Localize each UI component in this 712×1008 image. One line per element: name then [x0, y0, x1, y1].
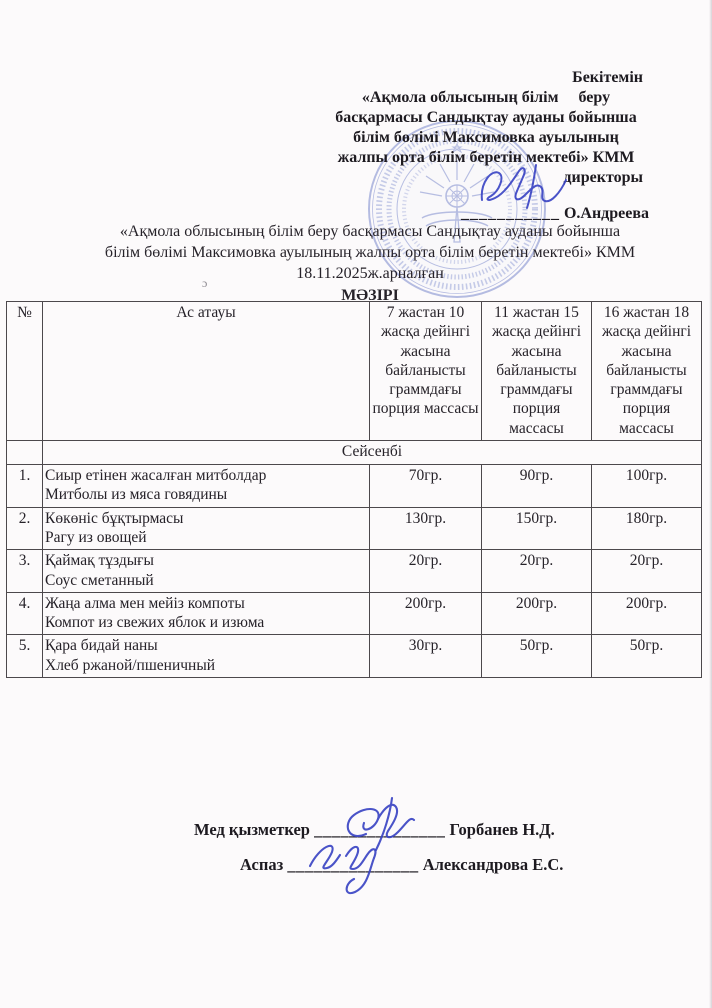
header-dish-name: Ас атауы — [43, 302, 370, 441]
table-header-row — [7, 302, 702, 441]
dish-name-kk: Сиыр етінен жасалған митболдар — [45, 467, 267, 485]
portion-7-10: 70гр. — [370, 465, 482, 508]
cook-name: Александрова Е.С. — [422, 855, 564, 874]
menu-table — [6, 301, 702, 678]
table-row — [7, 550, 702, 593]
subtitle-line: «Ақмола облысының білім беру басқармасы Сандықтау ауданы бойынша — [119, 223, 621, 240]
dish-name-ru: Компот из свежих яблок и изюма — [45, 614, 265, 632]
portion-11-15: 90гр. — [482, 465, 592, 508]
dish-name-ru: Митболы из мяса говядины — [45, 486, 228, 504]
table-row — [7, 635, 702, 678]
menu-title: МӘЗІРІ — [341, 287, 399, 304]
header-number: № — [7, 302, 43, 441]
header-age-11-15: 11 жастан 15 жасқа дейінгі жасына байланысты граммдағы порция массасы — [482, 302, 592, 441]
approval-line: жалпы орта білім беретін мектебі» КММ — [337, 149, 635, 166]
stray-pencil-mark: ɔ — [202, 276, 208, 290]
portion-7-10: 30гр. — [370, 635, 482, 678]
med-worker-line — [194, 820, 712, 840]
signature-blank: _______________ — [287, 855, 419, 874]
dish-name-ru: Соус сметанный — [45, 571, 154, 589]
approval-line: «Ақмола облысының білім беру — [361, 89, 611, 106]
portion-16-18: 50гр. — [592, 635, 702, 678]
dish-name-kk: Жаңа алма мен мейіз компоты — [45, 594, 245, 612]
row-number: 3. — [7, 550, 43, 593]
table-row — [7, 465, 702, 508]
portion-11-15: 200гр. — [482, 592, 592, 635]
day-row-empty — [7, 441, 43, 465]
approval-line: басқармасы Сандықтау ауданы бойынша — [335, 109, 637, 126]
portion-7-10: 20гр. — [370, 550, 482, 593]
portion-11-15: 150гр. — [482, 507, 592, 550]
med-worker-label: Мед қызметкер — [194, 820, 310, 839]
cook-signature-ink — [300, 834, 416, 898]
portion-7-10: 130гр. — [370, 507, 482, 550]
portion-16-18: 20гр. — [592, 550, 702, 593]
approval-line-director: директоры — [563, 169, 643, 186]
subtitle-line: білім бөлімі Максимовка ауылының жалпы орта білім беретін мектебі» КММ — [104, 244, 636, 261]
subtitle-date: 18.11.2025ж.арналған — [296, 265, 444, 282]
day-name: Сейсенбі — [43, 441, 702, 465]
portion-16-18: 180гр. — [592, 507, 702, 550]
table-row — [7, 592, 702, 635]
dish-name-ru: Хлеб ржаной/пшеничный — [45, 656, 216, 674]
approval-line: білім бөлімі Максимовка ауылының — [353, 129, 619, 146]
portion-11-15: 50гр. — [482, 635, 592, 678]
portion-16-18: 100гр. — [592, 465, 702, 508]
header-age-7-10: 7 жастан 10 жасқа дейінгі жасына байланысты граммдағы порция массасы — [370, 302, 482, 441]
cook-label: Аспаз — [240, 855, 284, 874]
row-number: 5. — [7, 635, 43, 678]
document-subtitle — [28, 221, 712, 306]
director-signature-ink — [474, 160, 574, 212]
dish-name-kk: Көкөніс бұқтырмасы — [45, 509, 184, 527]
portion-11-15: 20гр. — [482, 550, 592, 593]
approval-line: Бекітемін — [572, 69, 643, 86]
day-row — [7, 441, 702, 465]
dish-name-kk: Қаймақ тұздығы — [45, 552, 154, 570]
row-number: 4. — [7, 592, 43, 635]
header-age-16-18: 16 жастан 18 жасқа дейінгі жасына байланысты граммдағы порция массасы — [592, 302, 702, 441]
portion-16-18: 200гр. — [592, 592, 702, 635]
row-number: 2. — [7, 507, 43, 550]
signature-blank: ___________ — [460, 205, 560, 222]
portion-7-10: 200гр. — [370, 592, 482, 635]
row-number: 1. — [7, 465, 43, 508]
signature-blank: _______________ — [314, 820, 446, 839]
table-row — [7, 507, 702, 550]
director-name: О.Андреева — [563, 205, 649, 222]
med-worker-name: Горбанев Н.Д. — [449, 820, 555, 839]
dish-name-kk: Қара бидай наны — [45, 637, 158, 655]
dish-name-ru: Рагу из овощей — [45, 528, 147, 546]
